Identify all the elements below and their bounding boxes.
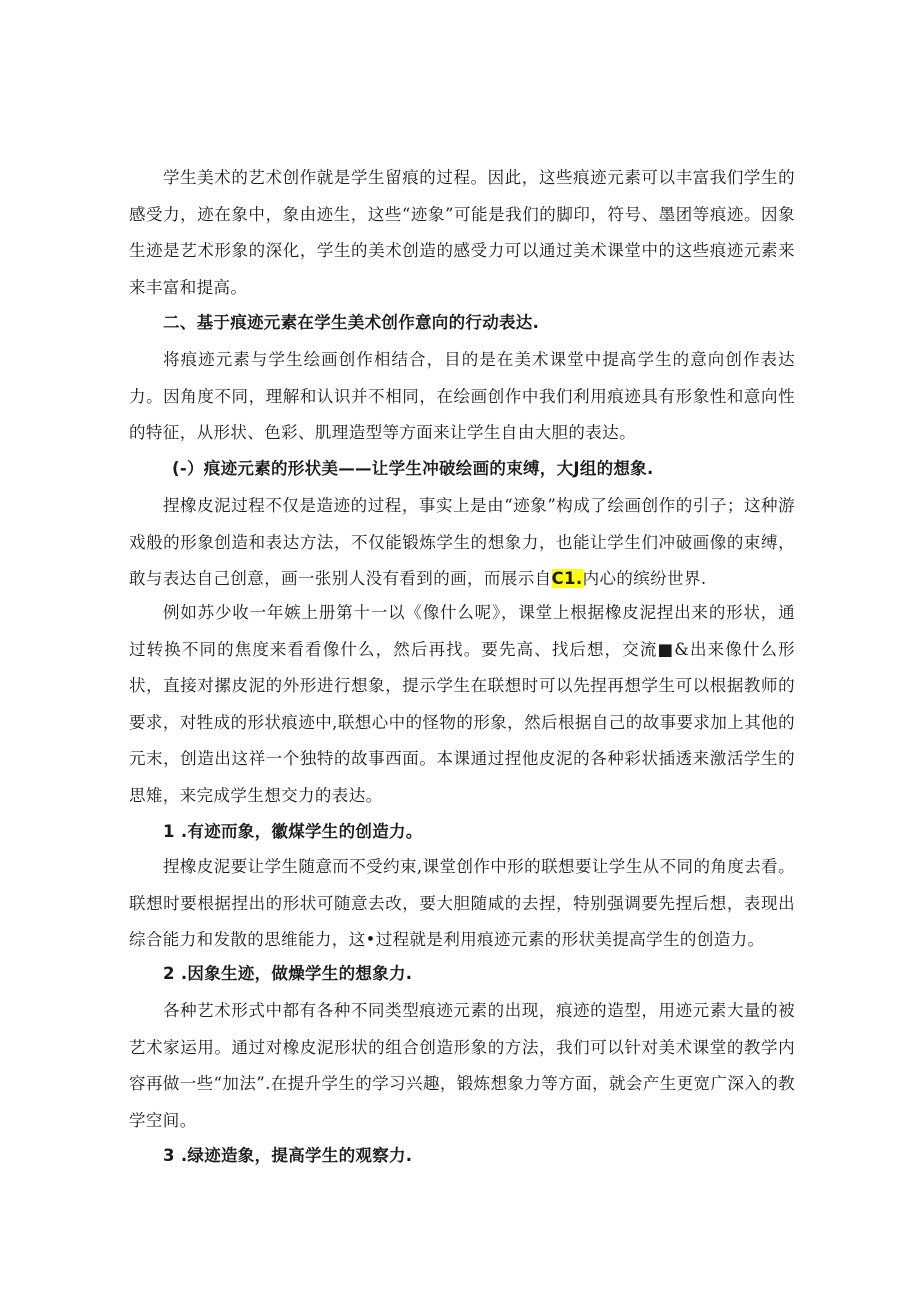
paragraph-lesson-example: 例如苏少收一年嫉上册第十一以《像什么呢》，课堂上根据橡皮泥捏出来的形状，通过转换不同的焦度来看看像什么，然后再找。要先高、找后想，交流■&出来像什么形状，直接对摞皮泥的外形进行想象，提示学生在联想时可以先捏再想学生可以根据教师的要求，对牲成的形状痕迹中,联想心中的怪物的形象，然后根据自己的故事要求加上其他的元末，创造出这祥一个独特的故事西面。本课通过捏他皮泥的各种彩状插透来激活学生的思雉，来完成学生想交力的表达。 <box>129 603 795 805</box>
paragraph-clay-process-text: 捏橡皮泥过程不仅是造迹的过程，事实上是由“迹象”构成了绘画创作的引子；这种游戏般的形象创造和表达方法，不仅能锻炼学生的想象力，也能让学生们冲破画像的束缚，敢与表达自己创意，画一张别人没有看到的画，而展示自 <box>129 496 795 588</box>
paragraph-clay-process <box>129 488 795 598</box>
section-heading-2: 二、基于痕迹元素在学生美术创作意向的行动表达. <box>163 313 540 332</box>
item-heading-1: 1 .有迹而象，徽煤学生的创造力。 <box>163 822 423 841</box>
subsection-heading-shape-beauty: (-）痕迹元素的形状美——让学生冲破绘画的束缚，大J组的想象. <box>172 459 654 478</box>
paragraph-creativity: 捏橡皮泥要让学生随意而不受约束,课堂创作中形的联想要让学生从不同的角度去看。联想时要根据捏出的形状可随意去改，要大胆随咸的去捏，特别强调要先捏后想，表现出综合能力和发散的思维能力，这•过程就是利用痕迹元素的形状美提高学生的创造力。 <box>129 857 795 949</box>
paragraph-trace-creation: 学生美术的艺术创作就是学生留痕的过程。因此，这些痕迹元素可以丰富我们学生的感受力，迹在象中，象由迹生，这些“迹象”可能是我们的脚印，符号、墨团等痕迹。因象生迹是艺术形象的深化，学生的美术创造的感受力可以通过美术课堂中的这些痕迹元素来来丰富和提高。 <box>129 168 795 297</box>
item-heading-3: 3 .绿迹造象，提高学生的观察力. <box>163 1146 413 1165</box>
item-heading-2: 2 .因象生迹，做燥学生的想象力. <box>163 964 413 983</box>
paragraph-combine-elements: 将痕迹元素与学生绘画创作相结合，目的是在美术课堂中提高学生的意向创作表达力。因角度不同，理解和认识并不相同，在绘画创作中我们利用痕迹具有形象性和意向性的特征，从形状、色彩、肌理造型等方面来让学生自由大胆的表达。 <box>129 350 795 442</box>
highlighted-text: C1. <box>551 569 583 588</box>
paragraph-art-forms: 各种艺术形式中都有各种不同类型痕迹元素的出现，痕迹的造型，用迹元素大量的被艺术家运用。通过对橡皮泥形状的组合创造形象的方法，我们可以针对美术课堂的教学内容再做一些“加法”.在提升学生的学习兴趣，锻炼想象力等方面，就会产生更宽广深入的教学空间。 <box>129 1001 795 1130</box>
paragraph-clay-process-tail: 内心的缤纷世界. <box>582 569 707 588</box>
